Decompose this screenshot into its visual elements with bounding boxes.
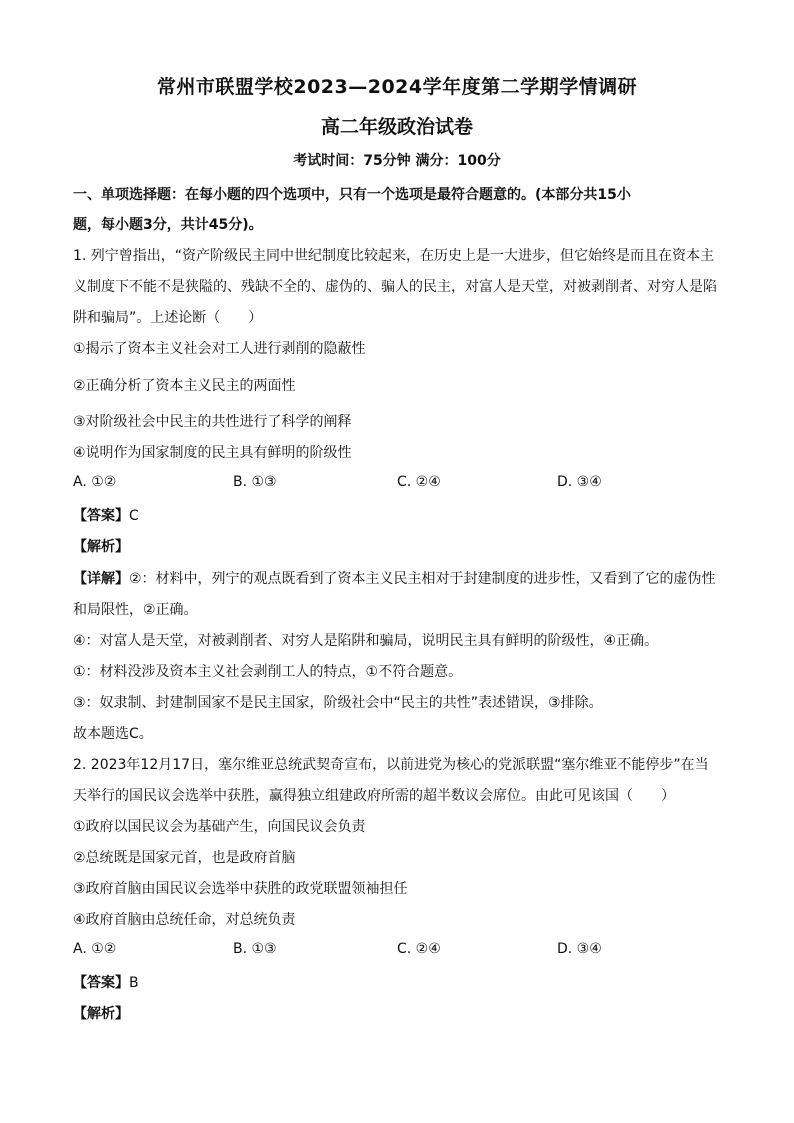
- section-instruction-line-1: 一、单项选择题：在每小题的四个选项中，只有一个选项是最符合题意的。(本部分共15小: [73, 187, 631, 203]
- q1-option-d: D. ③④: [557, 474, 602, 490]
- q2-answer-tag: 【答案】: [73, 975, 129, 991]
- q1-stem-line-3: 阱和骗局”。上述论断（ ）: [73, 310, 263, 326]
- q1-detail-text-1: ②：材料中，列宁的观点既看到了资本主义民主相对于封建制度的进步性，又看到了它的虚伪性: [129, 571, 716, 587]
- q2-statement-4: ④政府首脑由总统任命，对总统负责: [73, 912, 296, 928]
- q1-detail-line-3: ④：对富人是天堂，对被剥削者、对穷人是陷阱和骗局，说明民主具有鲜明的阶级性，④正确。: [73, 633, 659, 649]
- q1-answer-row: [73, 505, 723, 525]
- q1-stem-line-2: 义制度下不能不是狭隘的、残缺不全的、虚伪的、骗人的民主，对富人是天堂，对被剥削者、对穷人是陷: [73, 279, 717, 295]
- q2-analysis-tag: 【解析】: [73, 1006, 129, 1022]
- q1-detail-line-1: [73, 568, 723, 588]
- q1-option-b: B. ①③: [233, 474, 277, 490]
- q1-answer-tag: 【答案】: [73, 508, 129, 524]
- q2-option-c: C. ②④: [397, 941, 441, 957]
- q1-option-c: C. ②④: [397, 474, 441, 490]
- q1-detail-line-4: ①：材料没涉及资本主义社会剥削工人的特点，①不符合题意。: [73, 664, 463, 680]
- section-instruction-line-2: 题，每小题3分，共计45分)。: [73, 217, 263, 233]
- q2-statement-2: ②总统既是国家元首，也是政府首脑: [73, 850, 296, 866]
- q2-statement-1: ①政府以国民议会为基础产生，向国民议会负责: [73, 819, 366, 835]
- q1-statement-3: ③对阶级社会中民主的共性进行了科学的阐释: [73, 414, 352, 430]
- q2-answer-row: [73, 972, 723, 992]
- q1-statement-1: ①揭示了资本主义社会对工人进行剥削的隐蔽性: [73, 341, 366, 357]
- q1-stem-line-1: 1. 列宁曾指出，“资产阶级民主同中世纪制度比较起来，在历史上是一大进步，但它始终是而且在资本主: [73, 248, 715, 264]
- q1-detail-line-5: ③：奴隶制、封建制国家不是民主国家，阶级社会中“民主的共性”表述错误，③排除。: [73, 695, 603, 711]
- q1-detail-line-2: 和局限性，②正确。: [73, 602, 198, 618]
- q1-statement-2: ②正确分析了资本主义民主的两面性: [73, 378, 296, 394]
- q1-analysis-tag: 【解析】: [73, 539, 129, 555]
- q1-answer-value: C: [129, 508, 139, 524]
- q2-stem-line-2: 天举行的国民议会选举中获胜，赢得独立组建政府所需的超半数议会席位。由此可见该国（ ）: [73, 788, 675, 804]
- q1-conclusion: 故本题选C。: [73, 726, 153, 742]
- q1-statement-4: ④说明作为国家制度的民主具有鲜明的阶级性: [73, 445, 352, 461]
- q2-option-b: B. ①③: [233, 941, 277, 957]
- q2-answer-value: B: [129, 975, 139, 991]
- exam-time-score: 考试时间：75分钟 满分：100分: [293, 153, 501, 169]
- exam-subtitle: 高二年级政治试卷: [320, 116, 473, 138]
- exam-title: 常州市联盟学校2023—2024学年度第二学期学情调研: [156, 76, 638, 98]
- q2-option-d: D. ③④: [557, 941, 602, 957]
- q2-stem-line-1: 2. 2023年12月17日，塞尔维亚总统武契奇宣布，以前进党为核心的党派联盟“塞尔维亚不能停步”在当: [73, 757, 709, 773]
- q1-detail-tag: 【详解】: [73, 571, 129, 587]
- q2-option-a: A. ①②: [73, 941, 117, 957]
- q1-option-a: A. ①②: [73, 474, 117, 490]
- q2-statement-3: ③政府首脑由国民议会选举中获胜的政党联盟领袖担任: [73, 881, 408, 897]
